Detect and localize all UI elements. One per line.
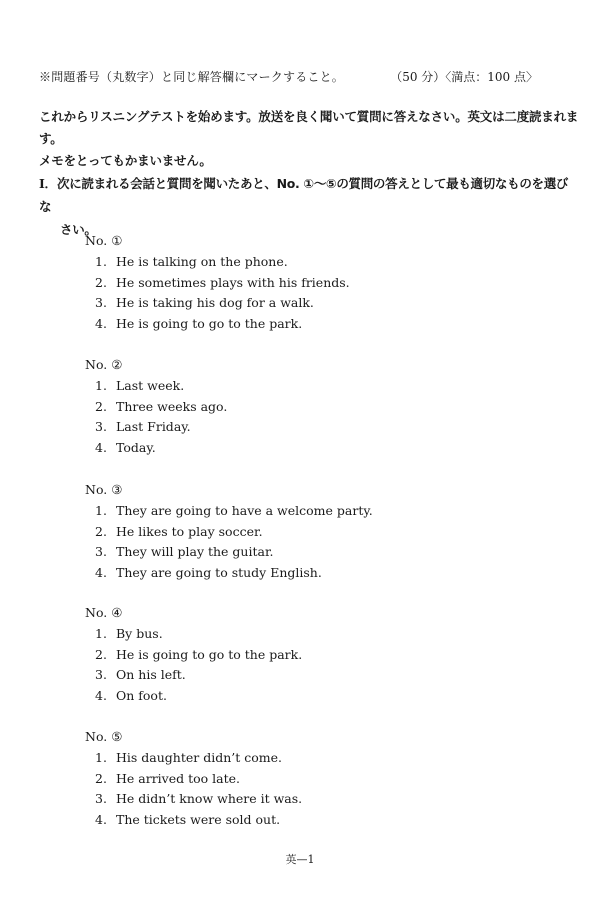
answer-option <box>85 748 545 769</box>
option-text: He is taking his dog for a walk. <box>116 295 314 311</box>
option-number: 1. <box>95 626 107 641</box>
answer-options <box>85 748 545 831</box>
question-2 <box>85 354 545 459</box>
option-text: He is going to go to the park. <box>116 646 303 662</box>
question-3 <box>85 479 545 584</box>
answer-option <box>85 438 545 459</box>
answer-options <box>85 501 545 584</box>
option-number: 3. <box>95 295 107 311</box>
option-number: 3. <box>95 419 107 435</box>
answer-options <box>85 252 545 335</box>
option-number: 1. <box>95 378 107 393</box>
answer-option <box>85 293 545 314</box>
option-text: Last week. <box>116 378 185 393</box>
answer-option <box>85 252 545 273</box>
option-text: Today. <box>116 440 156 456</box>
option-text: His daughter didn’t come. <box>116 750 282 765</box>
option-text: They will play the guitar. <box>116 544 274 560</box>
option-text: By bus. <box>116 626 163 641</box>
question-1 <box>85 230 545 335</box>
option-text: He arrived too late. <box>116 770 240 786</box>
section-text-line-1: 次に読まれる会話と質問を聞いたあと、No. ①〜⑤の質問の答えとして最も適切なものを選びな <box>39 176 569 214</box>
option-number: 3. <box>95 667 107 683</box>
option-text: He likes to play soccer. <box>116 523 263 539</box>
option-number: 2. <box>95 523 107 539</box>
option-text: The tickets were sold out. <box>116 812 281 828</box>
answer-option <box>85 376 545 397</box>
option-number: 4. <box>95 565 107 581</box>
section-prompt-line-1 <box>39 172 579 218</box>
instructions-line-2: メモをとってもかまいません。 <box>39 153 212 168</box>
option-number: 2. <box>95 274 107 290</box>
answer-option <box>85 624 545 645</box>
option-text: Last Friday. <box>116 419 191 435</box>
question-4 <box>85 602 545 707</box>
option-text: Three weeks ago. <box>116 398 228 414</box>
option-number: 1. <box>95 254 107 269</box>
answer-option <box>85 397 545 418</box>
option-text: He is going to go to the park. <box>116 316 303 332</box>
answer-options <box>85 624 545 707</box>
option-text: They are going to study English. <box>116 565 322 581</box>
answer-option <box>85 314 545 335</box>
answer-option <box>85 273 545 294</box>
option-text: On his left. <box>116 667 186 683</box>
question-label: No. ⑤ <box>85 729 123 744</box>
option-number: 2. <box>95 646 107 662</box>
option-text: They are going to have a welcome party. <box>116 503 373 518</box>
option-text: He sometimes plays with his friends. <box>116 274 350 290</box>
listening-instructions <box>39 106 579 172</box>
question-label: No. ③ <box>85 482 123 497</box>
header-note: ※問題番号（丸数字）と同じ解答欄にマークすること。 <box>39 70 345 84</box>
section-number: I． <box>39 176 57 191</box>
option-number: 1. <box>95 750 107 765</box>
option-number: 3. <box>95 544 107 560</box>
time-and-score: （50 分）〈満点：100 点〉 <box>390 70 538 84</box>
question-5 <box>85 726 545 831</box>
question-label: No. ① <box>85 233 123 248</box>
question-label: No. ② <box>85 357 123 372</box>
answer-option <box>85 810 545 831</box>
answer-option <box>85 686 545 707</box>
question-label: No. ④ <box>85 605 123 620</box>
option-number: 4. <box>95 688 107 704</box>
answer-option <box>85 542 545 563</box>
answer-option <box>85 522 545 543</box>
option-number: 1. <box>95 503 107 518</box>
answer-options <box>85 376 545 459</box>
option-number: 4. <box>95 440 107 456</box>
answer-option <box>85 665 545 686</box>
option-number: 2. <box>95 770 107 786</box>
answer-option <box>85 501 545 522</box>
option-number: 3. <box>95 791 107 807</box>
answer-option <box>85 769 545 790</box>
option-text: On foot. <box>116 688 167 704</box>
instructions-line-1: これからリスニングテストを始めます。放送を良く聞いて質問に答えなさい。英文は二度読まれます。 <box>39 109 579 146</box>
answer-option <box>85 563 545 584</box>
option-number: 4. <box>95 316 107 332</box>
answer-option <box>85 417 545 438</box>
answer-option <box>85 645 545 666</box>
option-number: 2. <box>95 398 107 414</box>
option-text: He didn’t know where it was. <box>116 791 303 807</box>
option-number: 4. <box>95 812 107 828</box>
option-text: He is talking on the phone. <box>116 254 288 269</box>
page-number: 英—1 <box>285 853 315 866</box>
answer-option <box>85 789 545 810</box>
section-text-line-2: さい。 <box>60 222 97 237</box>
